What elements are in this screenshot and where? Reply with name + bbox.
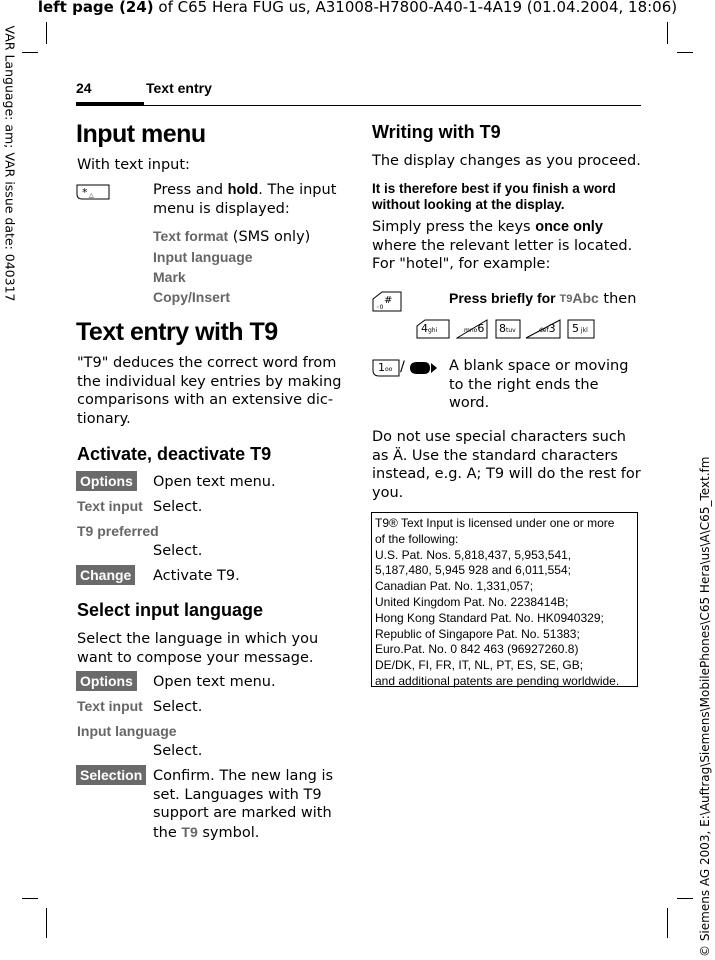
- input-language-item: Input language: [77, 723, 177, 739]
- file-header: left page (24) of C65 Hera FUG us, A31008-H7800-A40-1-4A19 (01.04.2004, 18:06): [37, 0, 678, 16]
- t9-preferred-desc: Select.: [153, 543, 203, 559]
- select-lang-desc: Select the language in which you want to compose your message.: [77, 631, 319, 666]
- options-desc: Open text menu.: [153, 674, 276, 690]
- options-softkey[interactable]: Options: [76, 471, 137, 491]
- select-lang-title: Select input language: [77, 600, 264, 620]
- input-menu-list: [153, 226, 310, 307]
- text-input-desc: Select.: [153, 699, 203, 715]
- selection-softkey[interactable]: Selection: [76, 765, 146, 785]
- svg-text:#: #: [384, 295, 393, 306]
- text-input-item: Text input: [77, 698, 143, 714]
- space-desc: A blank space or moving to the right ends the word.: [449, 358, 629, 411]
- section-title: Text entry: [146, 80, 212, 96]
- special-chars-note: Do not use special characters such as Ä. Use the standard characters instead, e.g. A; T9 will do the rest for you.: [372, 429, 641, 501]
- key-5-icon: 5 jkl: [567, 318, 595, 344]
- crop-mark: [667, 908, 668, 938]
- crop-mark: [677, 898, 693, 899]
- change-desc: Activate T9.: [153, 568, 240, 584]
- key-8-icon: 8tuv: [495, 318, 521, 344]
- options-desc: Open text menu.: [153, 474, 276, 490]
- list-item: Mark: [153, 268, 186, 285]
- t9-title: Text entry with T9: [76, 318, 278, 346]
- key-6-icon: mno6: [456, 318, 488, 344]
- header-rule-thick: [76, 102, 144, 106]
- key-3-icon: def3: [525, 318, 561, 344]
- text-input-desc: Select.: [153, 499, 203, 515]
- crop-mark: [677, 52, 693, 53]
- list-item: Text format (SMS only): [153, 228, 311, 245]
- writing-title: Writing with T9: [372, 122, 501, 142]
- input-menu-step: Press and hold. The input menu is displayed:: [153, 182, 337, 217]
- svg-text:△: △: [89, 192, 94, 199]
- input-language-desc: Select.: [153, 743, 203, 759]
- left-margin: VAR Language: am; VAR issue date: 040317: [2, 25, 18, 302]
- svg-text:◦0: ◦0: [376, 304, 384, 311]
- crop-mark: [22, 52, 38, 53]
- right-margin: © Siemens AG 2003, E:\Auftrag\Siemens\MobilePhones\C65 Hera\us\A\C65_Text.fm: [698, 456, 712, 957]
- one-key-icon: 1oo: [372, 358, 400, 382]
- page-number: 24: [76, 80, 92, 96]
- crop-mark: [46, 22, 47, 44]
- input-menu-title: Input menu: [76, 120, 206, 148]
- crop-mark: [46, 908, 47, 938]
- crop-mark: [667, 22, 668, 44]
- options-softkey[interactable]: Options: [76, 671, 137, 691]
- list-item: Copy/Insert: [153, 288, 231, 305]
- writing-tip: It is therefore best if you finish a word without looking at the display.: [372, 181, 616, 212]
- writing-simply: Simply press the keys once only where the relevant letter is located. For "hotel", for example:: [372, 219, 633, 272]
- svg-text:*: *: [82, 186, 88, 199]
- activate-title: Activate, deactivate T9: [77, 444, 272, 464]
- patent-box: T9® Text Input is licensed under one or more of the following: U.S. Pat. Nos. 5,818,437, 5,953,541, 5,187,480, 5,945 928 and 6,011,554; Canadian Pat. No. 1,331,057; United Kingdom Pat. No. 2238414B; Hong Kong Standard Pat. No. HK0940329; Republic of Singapore Pat. No. 51383; Euro.Pat. No. 0 842 463 (96927260.8) DE/DK, FI, FR, IT, NL, PT, ES, SE, GB; and additional patents are pending worldwide.: [371, 512, 638, 687]
- text-input-item: Text input: [77, 498, 143, 514]
- t9-preferred-item: T9 preferred: [77, 523, 159, 539]
- nav-right-icon: [408, 360, 438, 380]
- key-4-icon: 4ghi: [416, 318, 450, 344]
- crop-mark: [22, 898, 38, 899]
- input-menu-intro: With text input:: [77, 157, 190, 173]
- list-item: Input language: [153, 248, 253, 265]
- key-separator: /: [400, 359, 405, 375]
- press-briefly: Press briefly for T9Abc then: [449, 290, 637, 307]
- t9-description: "T9" deduces the correct word from the individual key entries by making comparisons with an extensive dic- tionary.: [77, 355, 342, 427]
- hash-key-icon: [372, 290, 402, 318]
- writing-line1: The display changes as you proceed.: [372, 153, 641, 169]
- selection-desc: Confirm. The new lang is set. Languages with T9 support are marked with the T9 symbol.: [153, 768, 334, 841]
- star-key-icon: [76, 183, 110, 205]
- header-rule: [144, 105, 641, 106]
- change-softkey[interactable]: Change: [76, 565, 135, 585]
